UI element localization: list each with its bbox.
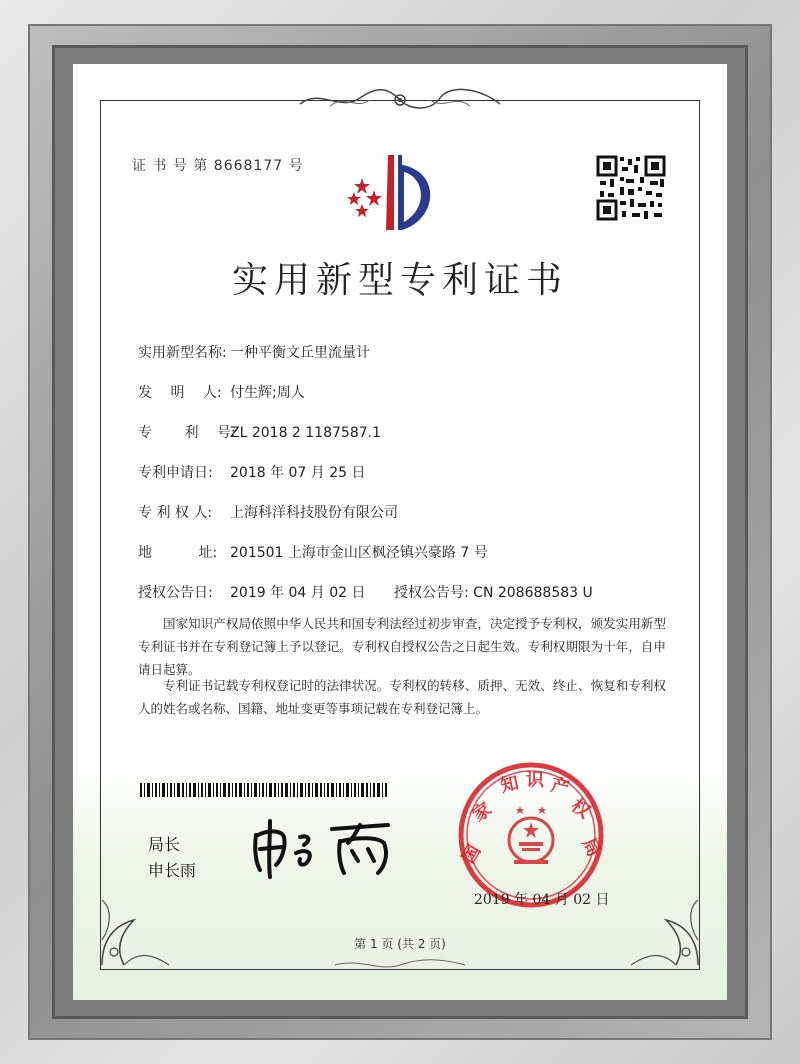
svg-text:知: 知 (498, 772, 521, 797)
filing-date-label: 专利申请日: (138, 465, 213, 481)
inventor-value: 付生辉;周人 (230, 385, 305, 401)
svg-text:产: 产 (548, 774, 572, 800)
barcode-icon (140, 783, 390, 797)
patentee-value: 上海科洋科技股份有限公司 (230, 505, 398, 521)
inventor-label: 发 明 人: (138, 385, 222, 401)
bottom-left-ornament-icon (94, 880, 174, 970)
patent-number-row (138, 422, 381, 442)
patent-number-value: ZL 2018 2 1187587.1 (230, 425, 381, 441)
top-ornament-icon (290, 86, 510, 114)
bottom-right-ornament-icon (626, 880, 706, 970)
address-value: 201501 上海市金山区枫泾镇兴豪路 7 号 (230, 545, 488, 561)
grant-number-label: 授权公告号: (394, 585, 469, 601)
svg-text:家: 家 (468, 798, 496, 827)
certificate-title: 实用新型专利证书 (231, 260, 568, 301)
address-row (138, 542, 488, 562)
official-seal-icon (456, 760, 606, 910)
svg-text:国: 国 (458, 841, 486, 868)
director-title: 局长 (148, 835, 181, 854)
seal-date: 2019 年 04 月 02 日 (474, 892, 610, 908)
page-number: 第 1 页 (共 2 页) (354, 937, 446, 951)
utility-model-name-row (138, 342, 370, 362)
director-name: 申长雨 (148, 861, 197, 880)
patent-number-label: 专 利 号: (138, 425, 236, 441)
body-paragraph-1: 国家知识产权局依照中华人民共和国专利法经过初步审查，决定授予专利权，颁发实用新型专利证书并在专利登记簿上予以登记。专利权自授权公告之日起生效。专利权期限为十年，自申请日起算。 (138, 616, 666, 677)
patentee-row (138, 502, 398, 522)
address-label: 地 址: (138, 545, 218, 561)
grant-date-value: 2019 年 04 月 02 日 (230, 585, 366, 601)
body-paragraph-2: 专利证书记载专利权登记时的法律状况。专利权的转移、质押、无效、终止、恢复和专利权人的姓名或名称、国籍、地址变更等事项记载在专利登记簿上。 (138, 678, 666, 716)
patentee-label: 专 利 权 人: (138, 505, 213, 521)
utility-model-name-label: 实用新型名称: (138, 345, 227, 361)
filing-date-row (138, 462, 366, 482)
grant-date-label: 授权公告日: (138, 585, 213, 601)
qr-code-icon (596, 155, 666, 221)
patent-office-logo-icon (340, 150, 450, 235)
filing-date-value: 2018 年 07 月 25 日 (230, 465, 366, 481)
svg-text:权: 权 (567, 795, 594, 823)
inventor-row (138, 382, 305, 402)
certificate-number: 证 书 号 第 8668177 号 (132, 158, 304, 174)
director-signature-icon (248, 815, 408, 880)
bottom-center-ornament-icon (330, 958, 470, 972)
svg-text:识: 识 (526, 770, 544, 791)
svg-text:局: 局 (577, 834, 605, 861)
grant-number-row (394, 582, 593, 602)
utility-model-name-value: 一种平衡文丘里流量计 (230, 345, 370, 361)
grant-date-row (138, 582, 366, 602)
grant-number-value: CN 208688583 U (473, 585, 593, 601)
